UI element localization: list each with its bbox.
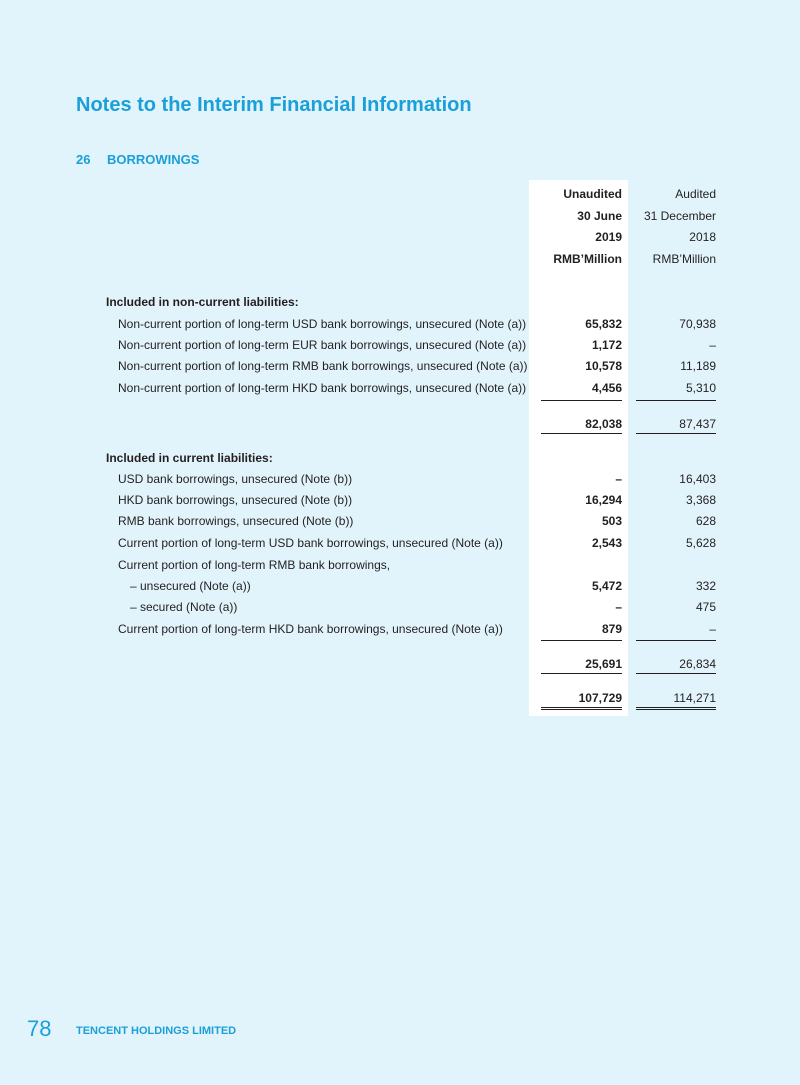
row-label: Current portion of long-term USD bank borrowings, unsecured (Note (a)) <box>118 536 503 550</box>
row-label: HKD bank borrowings, unsecured (Note (b)) <box>118 493 353 507</box>
row-label: – secured (Note (a)) <box>130 600 238 614</box>
value-2019: 5,472 <box>591 579 622 593</box>
value-2018: – <box>709 622 716 636</box>
row-label: – unsecured (Note (a)) <box>130 579 251 593</box>
value-2018: – <box>709 338 716 352</box>
subtotal-underline-2019 <box>541 433 622 434</box>
company-name: TENCENT HOLDINGS LIMITED <box>76 1025 237 1037</box>
value-2019: 1,172 <box>591 338 622 352</box>
non-current-heading-row <box>0 292 800 312</box>
value-2018: 70,938 <box>679 317 716 331</box>
column-header-row-1 <box>0 184 800 204</box>
value-2018: 3,368 <box>685 493 716 507</box>
value-2018: 628 <box>695 514 716 528</box>
section-title: BORROWINGS <box>107 152 200 167</box>
row-label: RMB bank borrowings, unsecured (Note (b)) <box>118 514 354 528</box>
subtotal-rule-2018 <box>636 400 716 401</box>
row-label: Non-current portion of long-term USD bank borrowings, unsecured (Note (a)) <box>118 317 527 331</box>
table-row <box>0 490 800 510</box>
subtotal-2018: 87,437 <box>679 417 716 431</box>
subtotal-2018: 26,834 <box>679 657 716 671</box>
value-2018: 475 <box>695 600 716 614</box>
value-2018: 5,310 <box>685 381 716 395</box>
col-2018-year: 2018 <box>689 230 716 244</box>
subtotal-2019: 82,038 <box>585 417 622 431</box>
table-row <box>0 511 800 531</box>
subtotal-rule-2019 <box>541 400 622 401</box>
non-current-subtotal-row <box>0 414 800 434</box>
section-heading <box>76 152 199 167</box>
value-2019: 16,294 <box>585 493 622 507</box>
page-title: Notes to the Interim Financial Information <box>76 94 472 116</box>
table-row <box>0 619 800 639</box>
value-2019: 10,578 <box>585 359 622 373</box>
non-current-heading: Included in non-current liabilities: <box>106 295 299 309</box>
total-2018: 114,271 <box>673 691 716 705</box>
table-row <box>0 356 800 376</box>
value-2019: 65,832 <box>585 317 622 331</box>
subtotal-underline-2019 <box>541 673 622 674</box>
column-header-row-2 <box>0 206 800 226</box>
col-2019-unit: RMB’Million <box>553 252 622 266</box>
value-2018: 5,628 <box>685 536 716 550</box>
col-2018-date: 31 December <box>643 209 716 223</box>
col-2018-unit: RMB’Million <box>652 252 716 266</box>
table-row <box>0 555 800 575</box>
table-row <box>0 597 800 617</box>
value-2019: – <box>615 600 622 614</box>
total-double-rule-2018 <box>636 707 716 710</box>
value-2019: 4,456 <box>591 381 622 395</box>
row-label: Non-current portion of long-term EUR bank borrowings, unsecured (Note (a)) <box>118 338 527 352</box>
col-2019-audit-status: Unaudited <box>563 187 622 201</box>
table-row <box>0 533 800 553</box>
current-subtotal-row <box>0 654 800 674</box>
subtotal-underline-2018 <box>636 433 716 434</box>
table-row <box>0 335 800 355</box>
col-2019-date: 30 June <box>577 209 622 223</box>
table-row <box>0 314 800 334</box>
table-row <box>0 378 800 398</box>
value-2018: 11,189 <box>680 359 716 373</box>
value-2018: 332 <box>695 579 716 593</box>
section-number: 26 <box>76 152 91 167</box>
value-2019: 2,543 <box>591 536 622 550</box>
row-label: Current portion of long-term RMB bank borrowings, <box>118 558 391 572</box>
column-header-row-4 <box>0 249 800 269</box>
row-label: Non-current portion of long-term RMB bank borrowings, unsecured (Note (a)) <box>118 359 528 373</box>
total-2019: 107,729 <box>578 691 622 705</box>
row-label: USD bank borrowings, unsecured (Note (b)) <box>118 472 353 486</box>
table-row <box>0 469 800 489</box>
subtotal-2019: 25,691 <box>585 657 622 671</box>
row-label: Current portion of long-term HKD bank borrowings, unsecured (Note (a)) <box>118 622 503 636</box>
row-label: Non-current portion of long-term HKD bank borrowings, unsecured (Note (a)) <box>118 381 527 395</box>
subtotal-rule-2018 <box>636 640 716 641</box>
value-2019: – <box>615 472 622 486</box>
col-2019-year: 2019 <box>595 230 622 244</box>
value-2019: 879 <box>601 622 622 636</box>
total-double-rule-2019 <box>541 707 622 710</box>
value-2019: 503 <box>601 514 622 528</box>
subtotal-underline-2018 <box>636 673 716 674</box>
total-row <box>0 688 800 708</box>
subtotal-rule-2019 <box>541 640 622 641</box>
col-2018-audit-status: Audited <box>675 187 716 201</box>
value-2018: 16,403 <box>679 472 716 486</box>
current-heading-row <box>0 448 800 468</box>
column-header-row-3 <box>0 227 800 247</box>
current-heading: Included in current liabilities: <box>106 451 273 465</box>
page-number: 78 <box>27 1016 52 1041</box>
table-row <box>0 576 800 596</box>
